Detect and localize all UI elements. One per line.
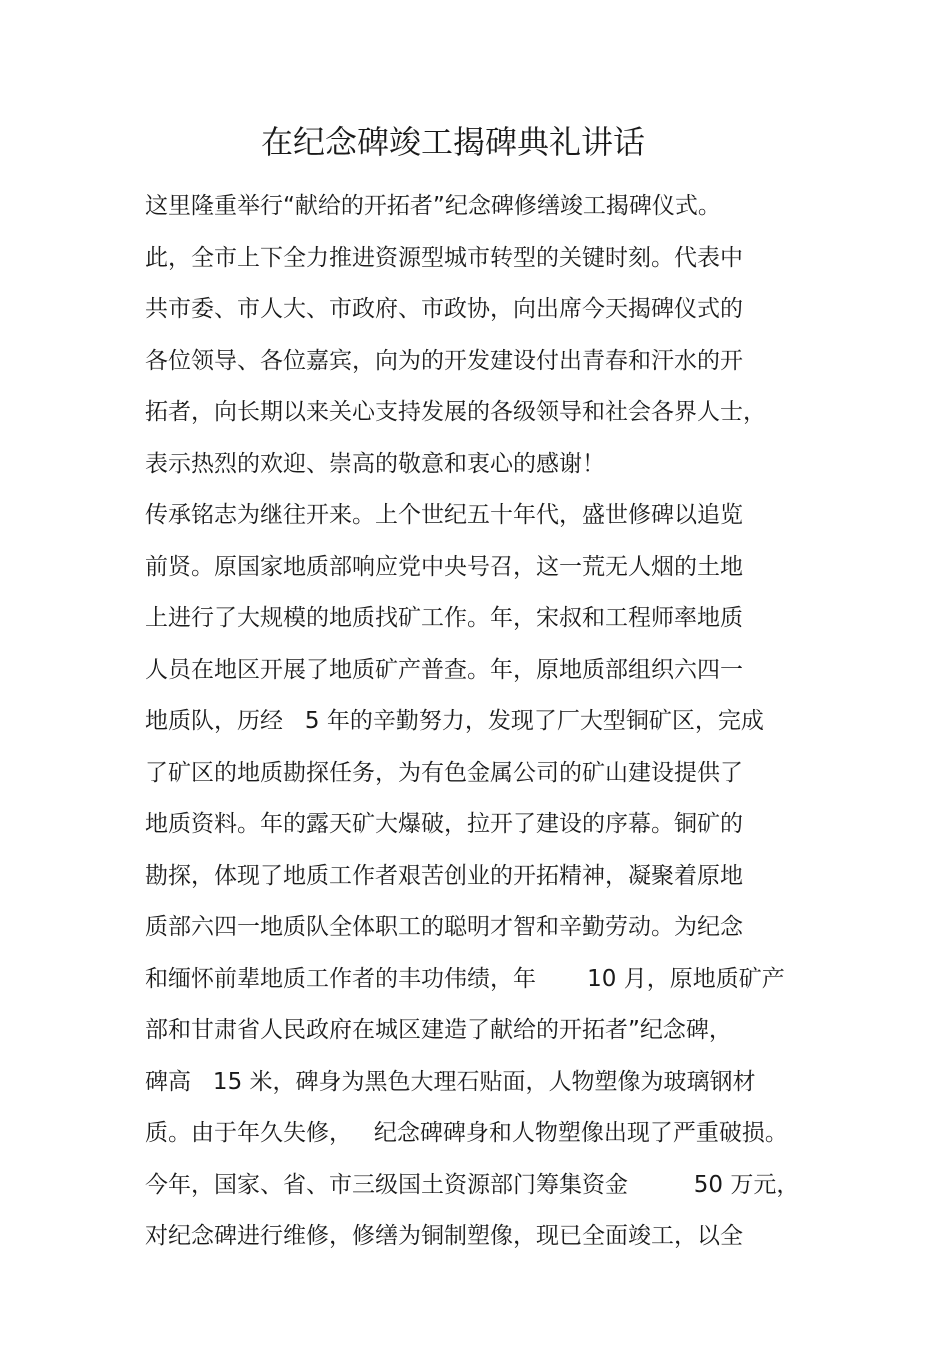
body-line: 拓者，向长期以来关心支持发展的各级领导和社会各界人士， bbox=[145, 399, 766, 425]
body-line: 表示热烈的欢迎、崇高的敬意和衷心的感谢！ bbox=[145, 450, 605, 477]
body-line: 各位领导、各位嘉宾，向为的开发建设付出青春和汗水的开 bbox=[145, 347, 743, 374]
body-line: 和缅怀前辈地质工作者的丰功伟绩，年 10 月，原地质矿产 bbox=[145, 965, 785, 992]
body-line: 传承铭志为继往开来。上个世纪五十年代，盛世修碑以追览 bbox=[145, 502, 743, 528]
body-line: 了矿区的地质勘探任务，为有色金属公司的矿山建设提供了 bbox=[145, 759, 743, 786]
body-line: 上进行了大规模的地质找矿工作。年，宋叔和工程师率地质 bbox=[145, 605, 743, 631]
body-line: 人员在地区开展了地质矿产普查。年，原地质部组织六四一 bbox=[145, 656, 743, 683]
body-line: 部和甘肃省人民政府在城区建造了献给的开拓者”纪念碑， bbox=[145, 1017, 732, 1043]
document-body bbox=[145, 186, 799, 1268]
body-line: 地质资料。年的露天矿大爆破，拉开了建设的序幕。铜矿的 bbox=[145, 811, 743, 837]
document-title: 在纪念碑竣工揭碑典礼讲话 bbox=[260, 123, 645, 161]
body-line: 前贤。原国家地质部响应党中央号召，这一荒无人烟的土地 bbox=[145, 553, 743, 580]
body-line: 今年，国家、省、市三级国土资源部门筹集资金 50 万元， bbox=[145, 1171, 800, 1198]
body-line: 质部六四一地质队全体职工的聪明才智和辛勤劳动。为纪念 bbox=[145, 914, 743, 940]
body-line: 碑高 15 米，碑身为黑色大理石贴面，人物塑像为玻璃钢材 bbox=[145, 1068, 756, 1095]
body-line: 质。由于年久失修， 纪念碑碑身和人物塑像出现了严重破损。 bbox=[145, 1120, 788, 1146]
body-line: 对纪念碑进行维修，修缮为铜制塑像，现已全面竣工，以全 bbox=[145, 1223, 743, 1249]
body-line: 勘探，体现了地质工作者艰苦创业的开拓精神，凝聚着原地 bbox=[145, 862, 743, 889]
body-line: 地质队，历经 5 年的辛勤努力，发现了厂大型铜矿区，完成 bbox=[145, 708, 764, 734]
body-line: 共市委、市人大、市政府、市政协，向出席今天揭碑仪式的 bbox=[145, 296, 743, 322]
body-line: 此，全市上下全力推进资源型城市转型的关键时刻。代表中 bbox=[145, 244, 743, 271]
body-line: 这里隆重举行“献给的开拓者”纪念碑修缮竣工揭碑仪式。 bbox=[145, 193, 721, 219]
